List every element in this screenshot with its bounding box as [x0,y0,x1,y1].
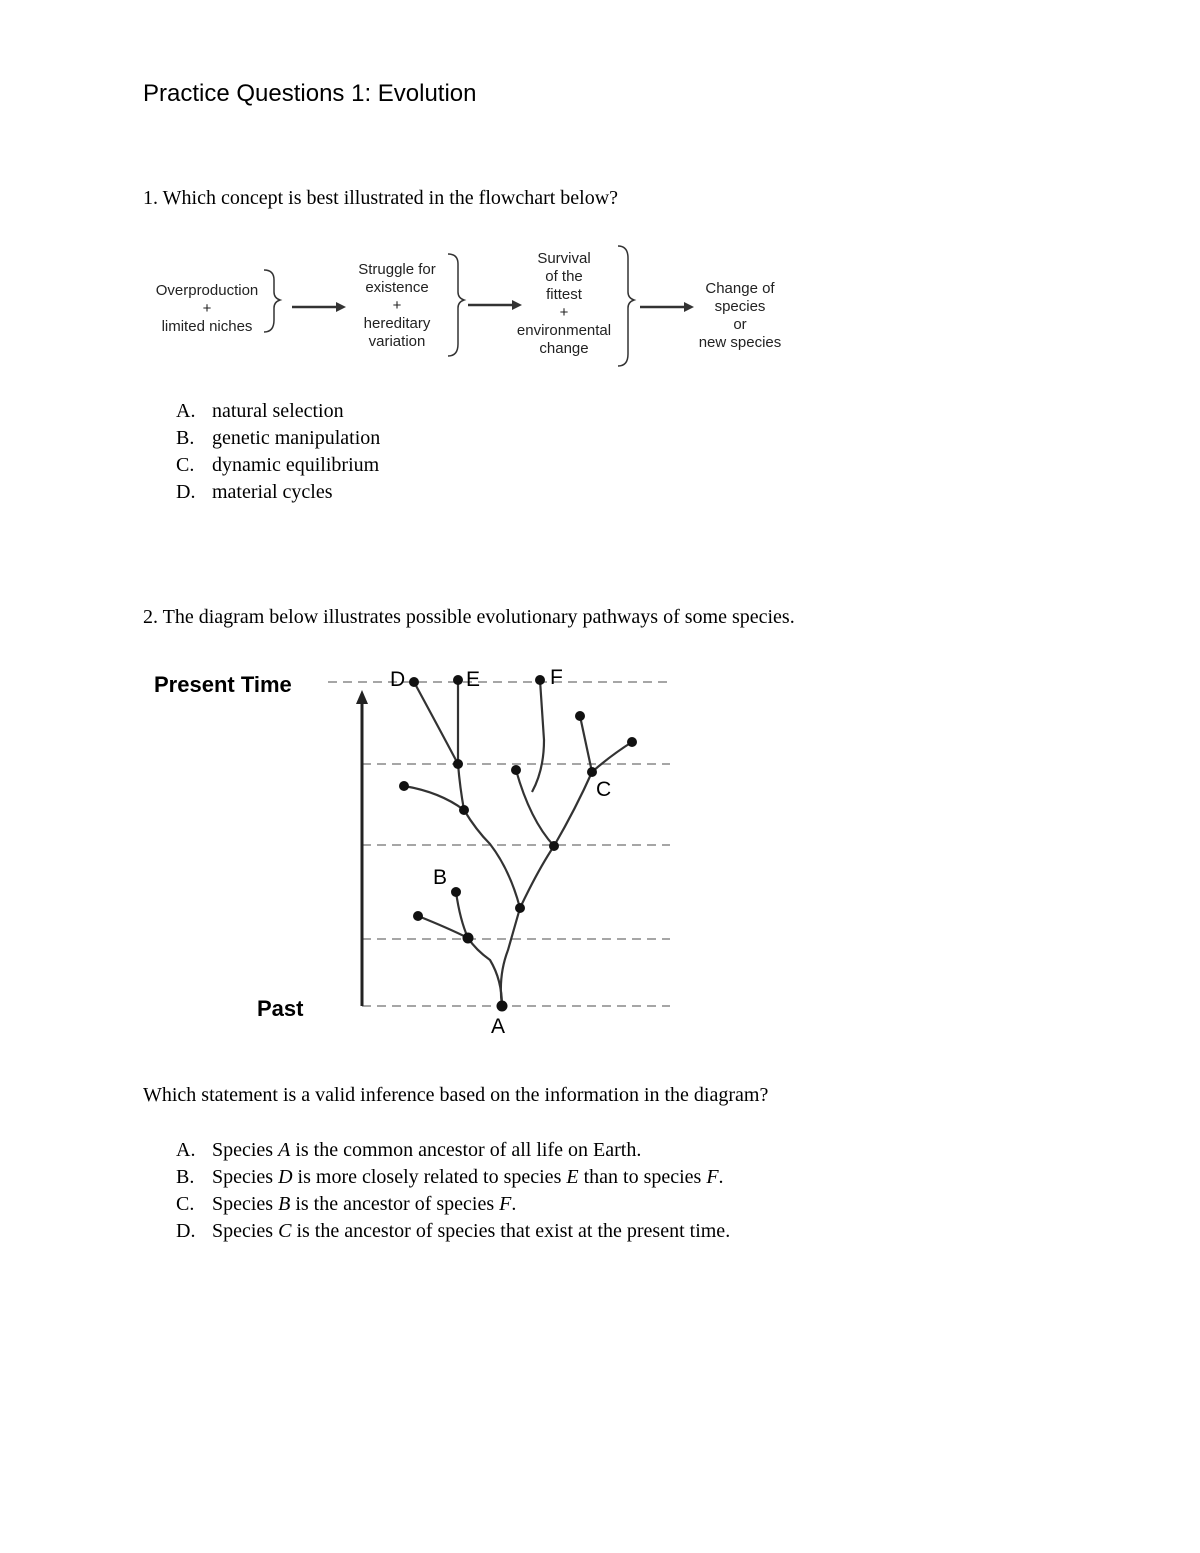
choice-c[interactable] [176,452,576,479]
choice-text [212,1218,730,1245]
flow-text: Change of [705,280,775,297]
node-label-b: B [433,866,448,889]
flow-text: Overproduction [155,282,259,299]
flow-step-3 [504,250,624,358]
choice-text [212,1137,641,1164]
flow-text: environmental [516,322,612,339]
choice-letter: B. [176,427,195,449]
text-fragment: Species [212,1193,279,1215]
flow-text: of the [545,268,583,285]
flow-text: new species [698,334,782,351]
node-label-e: E [466,668,481,691]
species-nodes [399,675,637,1012]
choice-letter: A. [176,400,196,422]
text-fragment: is the ancestor of species [290,1193,500,1215]
choice-b[interactable] [176,1164,976,1191]
flowchart [140,240,820,375]
species-name: E [566,1166,579,1188]
node-label-c: C [596,778,612,801]
choice-c[interactable] [176,1191,976,1218]
text-fragment: Species [212,1166,279,1188]
flow-text: Survival [537,250,591,267]
flow-text: variation [368,333,426,350]
node-label-a: A [491,1015,506,1038]
choice-a[interactable] [176,1137,976,1164]
species-name: C [278,1220,292,1242]
species-name: F [706,1166,719,1188]
choice-text: natural selection [212,400,344,422]
text-fragment: is the ancestor of species that exist at the present time. [291,1220,731,1242]
species-name: D [278,1166,293,1188]
past-label: Past [257,996,304,1021]
text-fragment: . [718,1166,724,1188]
choice-a[interactable] [176,398,576,425]
species-name: A [278,1139,291,1161]
branches [404,680,632,1006]
flow-text: existence [365,279,429,296]
node-label-f: F [550,666,563,689]
text-fragment: . [511,1193,517,1215]
choice-d[interactable] [176,479,576,506]
text-fragment: than to species [578,1166,707,1188]
flow-text: change [539,340,589,357]
flow-text: + [559,304,569,321]
flow-step-4 [685,280,795,352]
flow-text: hereditary [363,315,431,332]
present-time-label: Present Time [154,672,292,697]
question-1-prompt: 1. Which concept is best illustrated in the flowchart below? [143,187,619,209]
page-title: Practice Questions 1: Evolution [143,80,477,107]
text-fragment: Species [212,1139,279,1161]
question-1-choices [176,398,576,506]
evolution-tree [320,660,680,1040]
choice-letter: C. [176,1193,195,1215]
question-2-prompt: 2. The diagram below illustrates possible evolutionary pathways of some species. [143,606,795,628]
tree-diagram [320,660,680,1040]
choice-b[interactable] [176,425,576,452]
question-2-text: Which statement is a valid inference based on the information in the diagram? [143,1084,769,1106]
flow-text: fittest [546,286,582,303]
flow-text: limited niches [161,318,253,335]
choice-d[interactable] [176,1218,976,1245]
node-label-d: D [390,668,406,691]
choice-letter: D. [176,1220,196,1242]
flow-text: species [714,298,766,315]
text-fragment: is more closely related to species [292,1166,567,1188]
flow-text: + [202,300,212,317]
flow-step-1 [145,282,269,336]
flow-text: + [392,297,402,314]
flow-step-2 [340,261,454,351]
species-name: B [278,1193,291,1215]
choice-text [212,1164,724,1191]
choice-letter: B. [176,1166,195,1188]
text-fragment: is the common ancestor of all life on Earth. [290,1139,642,1161]
time-gridlines [328,682,670,1006]
choice-text: genetic manipulation [212,427,381,449]
flow-text: Struggle for [358,261,436,278]
choice-text [212,1191,516,1218]
text-fragment: Species [212,1220,279,1242]
choice-text: dynamic equilibrium [212,454,380,476]
arrow-up-icon [356,690,368,704]
species-name: F [499,1193,512,1215]
choice-letter: C. [176,454,195,476]
choice-letter: A. [176,1139,196,1161]
flow-text: or [733,316,747,333]
choice-text: material cycles [212,481,333,503]
question-2-choices [176,1137,976,1245]
choice-letter: D. [176,481,196,503]
